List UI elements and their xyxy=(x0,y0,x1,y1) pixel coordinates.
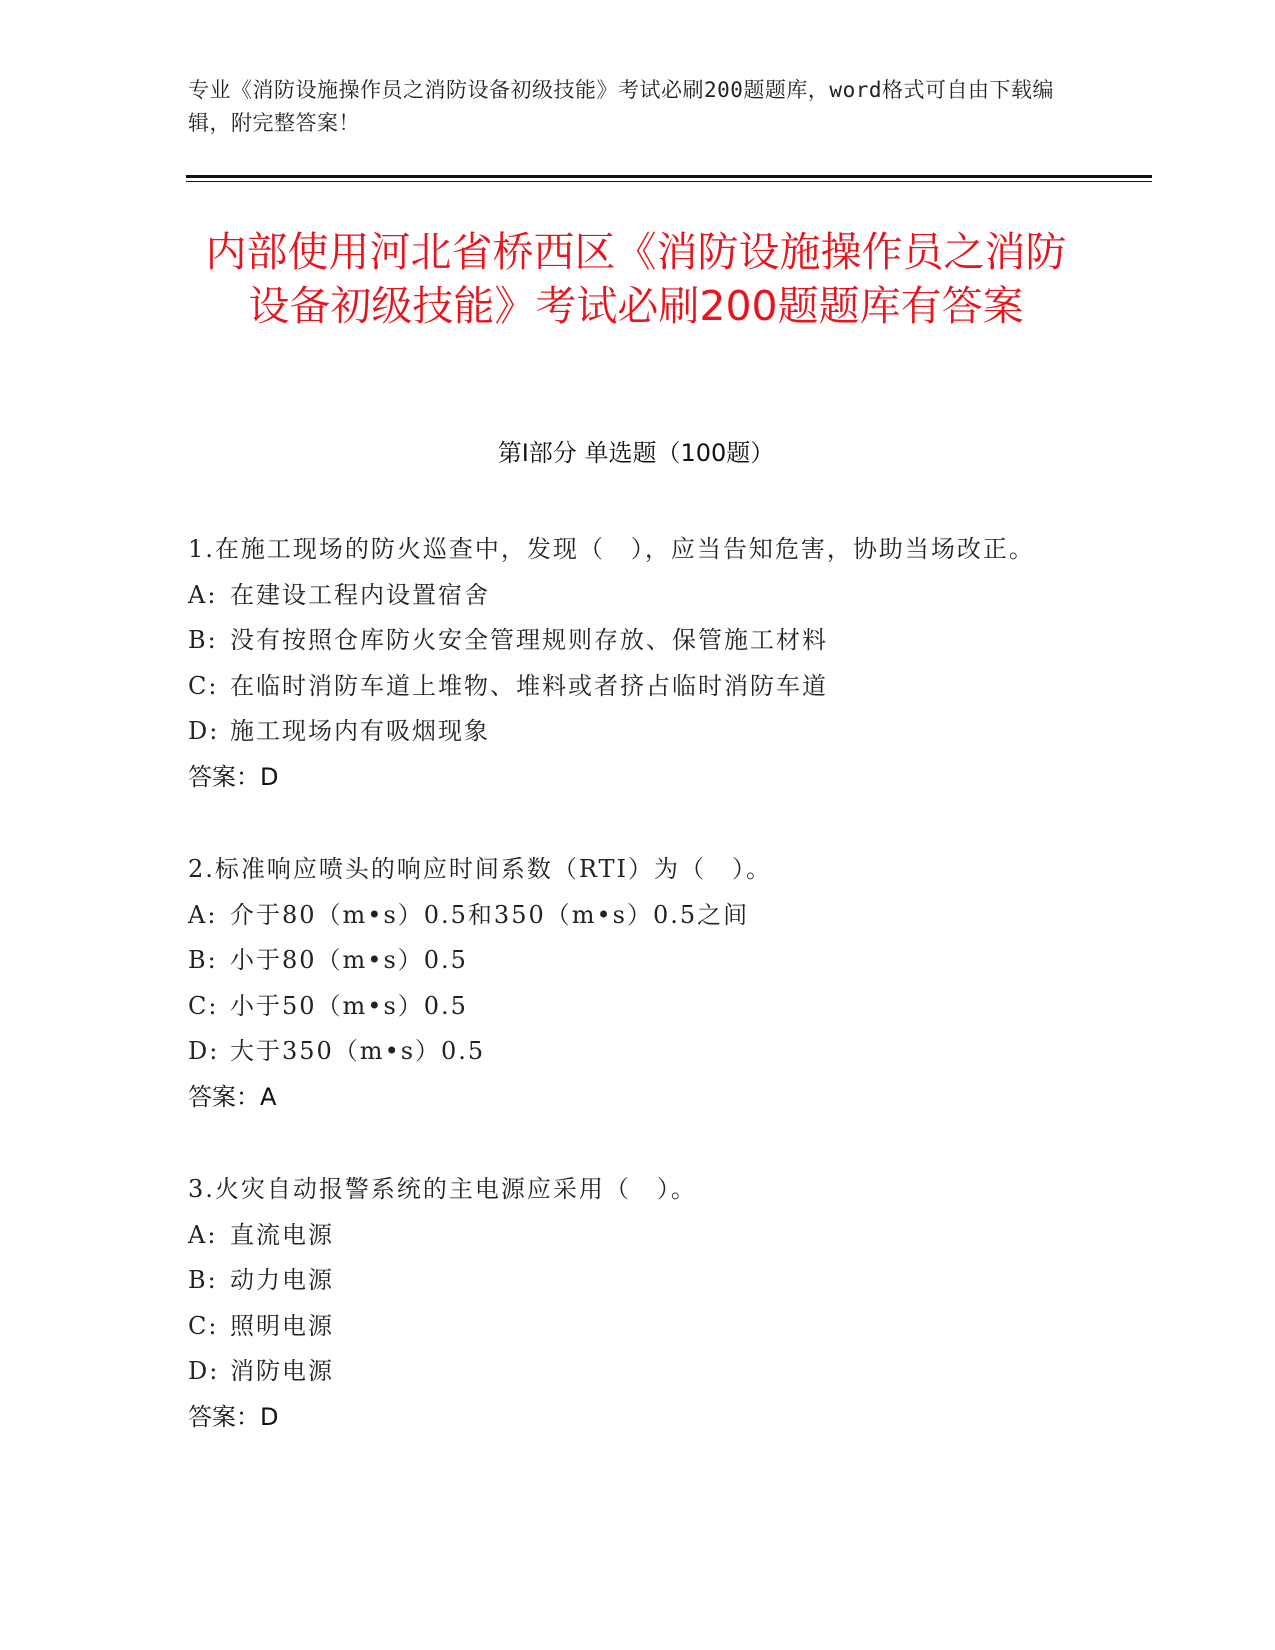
header-divider-thin xyxy=(186,181,1152,182)
question-3 xyxy=(188,1167,1068,1440)
option-letter: D: xyxy=(188,1357,220,1385)
option-b xyxy=(188,618,1068,664)
option-text: 大于350（m•s）0.5 xyxy=(230,1037,486,1065)
answer-line: 答案：D xyxy=(188,762,279,791)
option-letter: B: xyxy=(188,946,218,974)
document-title: 内部使用河北省桥西区《消防设施操作员之消防设备初级技能》考试必刷200题题库有答案 xyxy=(205,228,1067,330)
option-letter: A: xyxy=(188,1220,218,1249)
option-letter: C: xyxy=(188,671,219,700)
option-text: 介于80（m•s）0.5和350（m•s）0.5之间 xyxy=(230,900,750,929)
option-a xyxy=(188,893,1068,939)
option-letter: C: xyxy=(188,1311,219,1340)
question-1 xyxy=(188,527,1068,800)
question-text: 2.标准响应喷头的响应时间系数（RTI）为（ ）。 xyxy=(188,855,773,883)
option-c xyxy=(188,664,1068,710)
question-2 xyxy=(188,847,1068,1120)
intro-text: 专业《消防设施操作员之消防设备初级技能》考试必刷200题题库，word格式可自由下载编辑，附完整答案！ xyxy=(188,78,1054,135)
option-b xyxy=(188,1258,1068,1304)
option-a xyxy=(188,1213,1068,1259)
question-text: 1.在施工现场的防火巡查中，发现（ ），应当告知危害，协助当场改正。 xyxy=(188,535,1035,563)
option-text: 在临时消防车道上堆物、堆料或者挤占临时消防车道 xyxy=(230,671,828,700)
option-text: 小于50（m•s）0.5 xyxy=(230,991,468,1020)
option-letter: D: xyxy=(188,1037,220,1065)
question-spacer xyxy=(188,1120,1068,1167)
option-text: 消防电源 xyxy=(230,1357,334,1385)
option-letter: B: xyxy=(188,626,218,654)
option-text: 动力电源 xyxy=(230,1266,334,1294)
option-letter: A: xyxy=(188,580,218,609)
option-text: 在建设工程内设置宿舍 xyxy=(230,580,490,609)
header-divider-thick xyxy=(186,175,1152,178)
option-c xyxy=(188,1304,1068,1350)
question-spacer xyxy=(188,800,1068,847)
question-list xyxy=(188,527,1068,1440)
option-letter: A: xyxy=(188,900,218,929)
answer-line: 答案：A xyxy=(188,1082,277,1111)
option-text: 没有按照仓库防火安全管理规则存放、保管施工材料 xyxy=(230,626,828,654)
option-text: 直流电源 xyxy=(230,1220,334,1249)
answer-line: 答案：D xyxy=(188,1402,279,1431)
option-letter: C: xyxy=(188,991,219,1020)
option-d xyxy=(188,1349,1068,1395)
option-text: 小于80（m•s）0.5 xyxy=(230,946,468,974)
section-heading: 第I部分 单选题（100题） xyxy=(497,439,775,467)
option-text: 施工现场内有吸烟现象 xyxy=(230,717,490,745)
option-a xyxy=(188,573,1068,619)
option-letter: B: xyxy=(188,1266,218,1294)
option-d xyxy=(188,709,1068,755)
option-c xyxy=(188,984,1068,1030)
question-text: 3.火灾自动报警系统的主电源应采用（ ）。 xyxy=(188,1175,697,1203)
option-letter: D: xyxy=(188,717,220,745)
option-b xyxy=(188,938,1068,984)
option-d xyxy=(188,1029,1068,1075)
option-text: 照明电源 xyxy=(230,1311,334,1340)
